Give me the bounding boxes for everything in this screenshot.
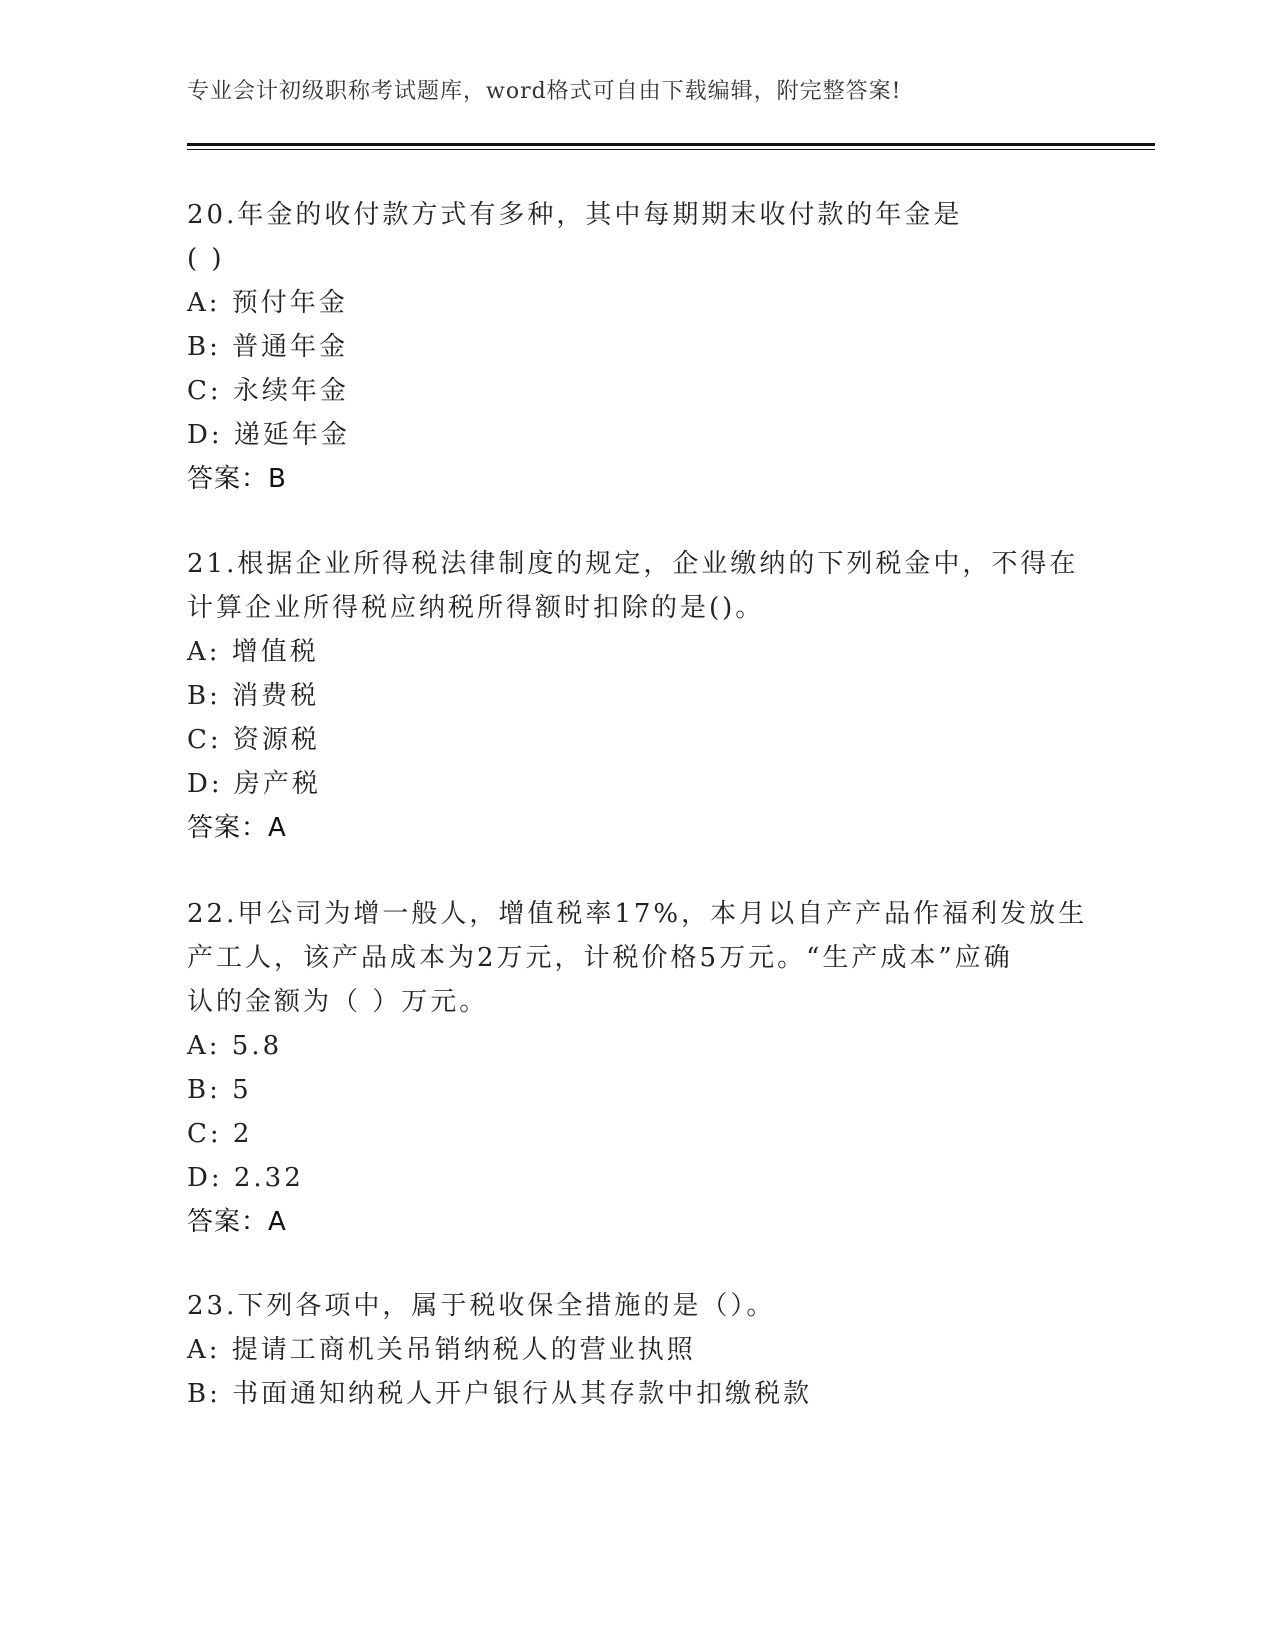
question-21-option-c: C: 资源税: [187, 725, 320, 755]
header-rule-thin: [187, 149, 1155, 150]
question-22-option-a: A: 5.8: [187, 1031, 283, 1061]
question-23-option-b: B: 书面通知纳税人开户银行从其存款中扣缴税款: [187, 1379, 813, 1409]
question-22-stem-line-2: 产工人，该产品成本为2万元，计税价格5万元。“生产成本”应确: [187, 943, 1013, 973]
question-20-answer: 答案：B: [187, 464, 287, 494]
question-22-stem-line-3: 认的金额为（ ）万元。: [187, 987, 489, 1017]
question-20-option-d: D: 递延年金: [187, 420, 350, 450]
question-22-option-d: D: 2.32: [187, 1163, 304, 1193]
question-23-stem-line-1: 23.下列各项中，属于税收保全措施的是（）。: [187, 1291, 776, 1321]
question-20-stem-line-2: ( ): [187, 244, 225, 274]
question-20-option-a: A: 预付年金: [187, 288, 348, 318]
page-header: 专业会计初级职称考试题库，word格式可自由下载编辑，附完整答案!: [187, 79, 902, 104]
question-20-option-b: B: 普通年金: [187, 332, 349, 362]
question-22-option-c: C: 2: [187, 1119, 253, 1149]
header-rule-thick: [187, 143, 1155, 146]
question-21-stem-line-1: 21.根据企业所得税法律制度的规定，企业缴纳的下列税金中，不得在: [187, 549, 1079, 579]
question-22-stem-line-1: 22.甲公司为增一般人，增值税率17%，本月以自产产品作福利发放生: [187, 899, 1088, 929]
question-20-stem-line-1: 20.年金的收付款方式有多种，其中每期期末收付款的年金是: [187, 200, 963, 230]
question-21-option-d: D: 房产税: [187, 769, 321, 799]
question-22-option-b: B: 5: [187, 1075, 252, 1105]
question-21-stem-line-2: 计算企业所得税应纳税所得额时扣除的是()。: [187, 593, 765, 623]
question-23-option-a: A: 提请工商机关吊销纳税人的营业执照: [187, 1335, 696, 1365]
question-20-option-c: C: 永续年金: [187, 376, 349, 406]
question-21-option-a: A: 增值税: [187, 637, 319, 667]
question-21-answer: 答案：A: [187, 813, 287, 843]
question-21-option-b: B: 消费税: [187, 681, 320, 711]
question-22-answer: 答案：A: [187, 1207, 287, 1237]
